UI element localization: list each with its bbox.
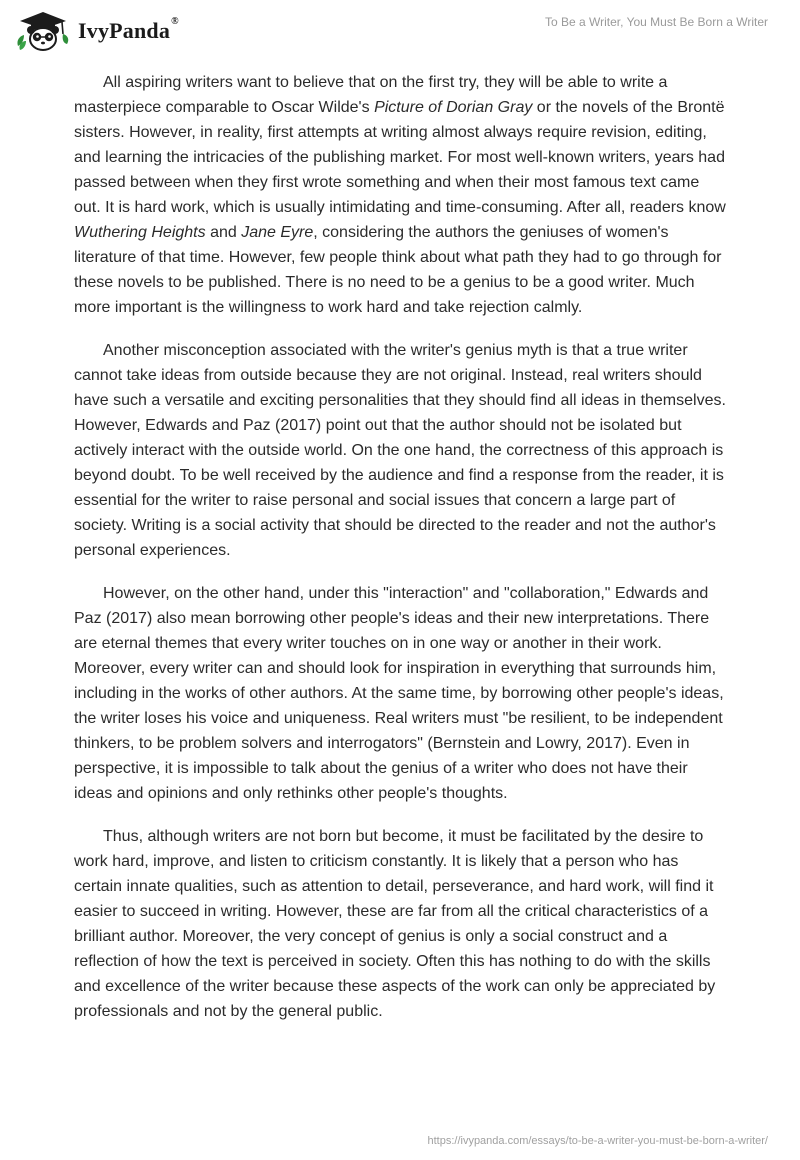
logo[interactable] [14,10,179,52]
paragraph-2: Another misconception associated with the writer's genius myth is that a true writer cannot take ideas from outside because they are not original. Instead, real writers should have such a versatile and exciting personalities that they should find all ideas in themselves. However, Edwards and Paz (2017) point out that the author should not be isolated but actively interact with the outside world. On the one hand, the correctness of this approach is beyond doubt. To be well received by the audience and find a response from the reader, it is essential for the writer to raise personal and social issues that concern a large part of society. Writing is a social activity that should be directed to the reader and not the author's personal experiences. [74,342,726,559]
book-title-wuthering-heights: Wuthering Heights [74,224,206,241]
document-title: To Be a Writer, You Must Be Born a Writer [545,15,768,29]
paragraph-1: All aspiring writers want to believe that on the first try, they will be able to write a masterpiece comparable to Oscar Wilde's Picture of Dorian Gray or the novels of the Brontë sisters. However, in reality, first attempts at writing almost always require revision, editing, and learning the intricacies of the publishing market. For most well-known writers, years had passed between when they first wrote something and when their most famous text came out. It is hard work, which is usually intimidating and time-consuming. After all, readers know Wuthering Heights and Jane Eyre, considering the authors the geniuses of women's literature of that time. However, few people think about what path they had to go through for these novels to be published. There is no need to be a genius to be a good writer. Much more important is the willingness to work hard and take rejection calmly. [74,74,726,316]
book-title-jane-eyre: Jane Eyre [241,224,314,241]
paragraph-4: Thus, although writers are not born but become, it must be facilitated by the desire to work hard, improve, and listen to criticism constantly. It is likely that a person who has certain innate qualities, such as attention to detail, perseverance, and hard work, will find it easier to succeed in writing. However, these are far from all the critical characteristics of a brilliant author. Moreover, the very concept of genius is only a social construct and a reflection of how the text is perceived in society. Often this has nothing to do with the skills and excellence of the writer because these aspects of the work can only be appreciated by professionals and not by the general public. [74,828,716,1020]
page-header [0,0,800,62]
panda-graduate-icon [14,10,72,52]
source-url[interactable]: https://ivypanda.com/essays/to-be-a-writer-you-must-be-born-a-writer/ [427,1135,768,1147]
book-title-dorian-gray: Picture of Dorian Gray [374,99,533,116]
brand-name: IvyPanda® [78,16,179,43]
paragraph-3: However, on the other hand, under this "interaction" and "collaboration," Edwards and Paz (2017) also mean borrowing other people's ideas and their new interpretations. There are eternal themes that every writer touches on in one way or another in their work. Moreover, every writer can and should look for inspiration in everything that surrounds him, including in the works of other authors. At the same time, by borrowing other people's ideas, the writer loses his voice and uniqueness. Real writers must "be resilient, to be independent thinkers, to be problem solvers and interrogators" (Bernstein and Lowry, 2017). Even in perspective, it is impossible to talk about the genius of a writer who does not have their ideas and opinions and only rethinks other people's thoughts. [74,585,724,802]
essay-body [74,70,726,1042]
